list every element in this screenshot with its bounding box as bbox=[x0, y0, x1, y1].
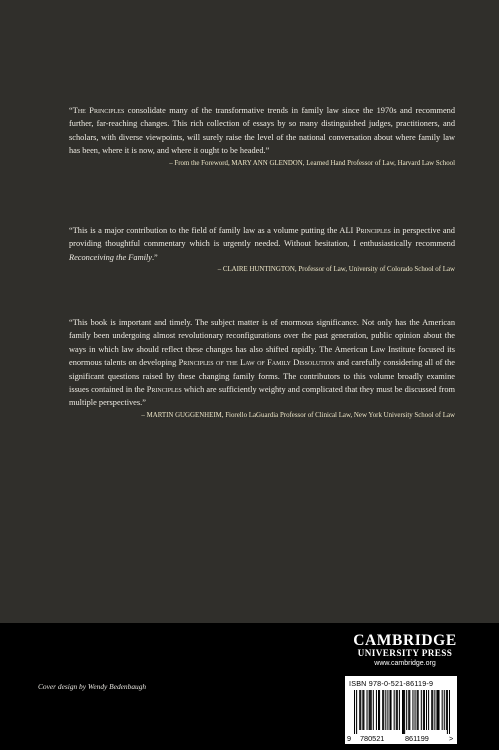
quote-guggenheim bbox=[69, 316, 455, 422]
barcode-bar bbox=[442, 690, 443, 730]
barcode-bar bbox=[360, 690, 361, 730]
quote-text: “The Principles consolidate many of the transformative trends in family law since the 1970s and recommend further, far-reaching changes. This rich collection of essays by so many distinguished judges, practitioners, and scholars, with diverse viewpoints, will surely raise the level of the national conversation about where family law has been, where it is now, and where it ought to be headed.” bbox=[69, 106, 455, 156]
isbn-label: ISBN 978-0-521-86119-9 bbox=[349, 679, 434, 688]
barcode-bar bbox=[408, 690, 409, 730]
barcode-bar bbox=[447, 690, 448, 734]
barcode-bar bbox=[446, 690, 447, 730]
barcode-bar bbox=[373, 690, 374, 730]
book-title-italic: Reconceiving the Family bbox=[69, 252, 152, 262]
barcode-bar bbox=[412, 690, 413, 730]
principles-smallcaps: The Principles bbox=[72, 106, 125, 115]
barcode-bar bbox=[417, 690, 418, 730]
barcode-bar bbox=[396, 690, 397, 730]
barcode-bar bbox=[387, 690, 388, 730]
barcode-bar bbox=[376, 690, 377, 730]
barcode-bar bbox=[362, 690, 363, 730]
quote-attribution: – MARTIN GUGGENHEIM, Fiorello LaGuardia Professor of Clinical Law, New York University School of Law bbox=[141, 411, 455, 419]
isbn-barcode bbox=[345, 676, 457, 744]
barcode-bar bbox=[415, 690, 416, 730]
quote-glendon bbox=[69, 104, 455, 170]
barcode-bar bbox=[406, 690, 407, 730]
publisher-name: CAMBRIDGE bbox=[353, 632, 457, 649]
principles-smallcaps: Principles bbox=[146, 385, 182, 395]
barcode-bar bbox=[378, 690, 379, 730]
quote-attribution: – CLAIRE HUNTINGTON, Professor of Law, University of Colorado School of Law bbox=[217, 266, 455, 274]
barcode-bar bbox=[391, 690, 392, 730]
barcode-bar bbox=[370, 690, 371, 730]
barcode-bar bbox=[426, 690, 427, 730]
barcode-bar bbox=[428, 690, 429, 730]
cover-design-credit: Cover design by Wendy Bedenbaugh bbox=[38, 682, 147, 691]
barcode-bar bbox=[421, 690, 422, 730]
publisher-url: www.cambridge.org bbox=[374, 660, 436, 667]
barcode-bar bbox=[389, 690, 390, 730]
barcode-bar bbox=[397, 690, 398, 730]
barcode-bar bbox=[432, 690, 433, 730]
barcode-bar bbox=[356, 690, 357, 734]
barcode-digit-tail: > bbox=[449, 734, 454, 743]
barcode-bar bbox=[434, 690, 435, 730]
barcode-bar bbox=[431, 690, 432, 730]
barcode-bar bbox=[402, 690, 403, 734]
barcode-bar bbox=[399, 690, 400, 730]
principles-title-smallcaps: Principles of the Law of Family Dissolution bbox=[178, 358, 335, 368]
barcode-bar bbox=[385, 690, 386, 730]
barcode-digit-lead: 9 bbox=[347, 734, 352, 743]
barcode-bar bbox=[382, 690, 383, 730]
quote-attribution: – From the Foreword, MARY ANN GLENDON, Learned Hand Professor of Law, Harvard Law School bbox=[169, 159, 455, 167]
barcode-bar bbox=[369, 690, 370, 730]
barcode-bar bbox=[367, 690, 368, 730]
principles-smallcaps: Principles bbox=[355, 226, 391, 235]
barcode-bar bbox=[439, 690, 440, 730]
quote-text: “This is a major contribution to the field of family law as a volume putting the ALI Principles in perspective and providing thoughtful commentary which is urgently needed. Without hesitation, I enthusiastically recommend Reconceiving the Family.” bbox=[69, 226, 455, 262]
barcode-bar bbox=[436, 690, 437, 730]
barcode-bar bbox=[423, 690, 424, 730]
barcode-bar bbox=[403, 690, 404, 734]
barcode-bar bbox=[359, 690, 360, 730]
barcode-bar bbox=[383, 690, 384, 730]
barcode-bar bbox=[379, 690, 380, 730]
barcode-bar bbox=[409, 690, 410, 730]
barcode-bar bbox=[394, 690, 395, 730]
publisher-logo bbox=[345, 633, 465, 669]
barcode-bar bbox=[404, 690, 405, 734]
barcode-bar bbox=[363, 690, 364, 730]
publisher-subtitle: UNIVERSITY PRESS bbox=[357, 648, 453, 658]
barcode-digits-left: 780521 bbox=[360, 734, 385, 743]
barcode-bar bbox=[354, 690, 355, 734]
barcode-bar bbox=[444, 690, 445, 730]
barcode-bar bbox=[449, 690, 450, 734]
barcode-icon bbox=[354, 690, 450, 734]
quote-huntington bbox=[69, 224, 455, 276]
quote-text: “This book is important and timely. The subject matter is of enormous significance. Not only has the American family been undergoing almost revolutionary reconfigurations over the past generation, public opinion about the ways in which law should reflect these changes has also shifted rapidly. The American Law Institute focused its enormous talents on developing Principles of the Law of Family Dissolution and carefully considering all of the significant questions raised by these changing family forms. The contributors to this volume broadly examine issues contained in the Principles which are sufficiently weighty and complicated that they must be discussed from multiple perspectives.” bbox=[69, 318, 455, 408]
barcode-digits-right: 861199 bbox=[405, 734, 429, 743]
barcode-bar bbox=[418, 690, 419, 730]
barcode-bar bbox=[371, 690, 372, 730]
barcode-bar bbox=[424, 690, 425, 730]
barcode-bar bbox=[437, 690, 438, 730]
